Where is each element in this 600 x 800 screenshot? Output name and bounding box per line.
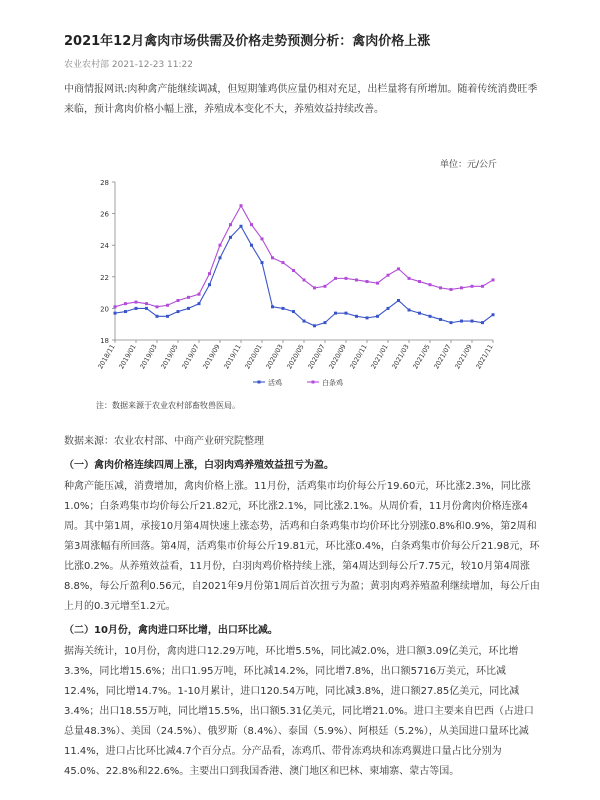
data-point <box>261 237 264 240</box>
data-point <box>313 286 316 289</box>
x-tick-label: 2019/09 <box>201 343 222 371</box>
legend-label-0: 活鸡 <box>268 379 282 387</box>
y-tick-label: 28 <box>100 179 109 187</box>
data-point <box>124 310 127 313</box>
data-point <box>187 296 190 299</box>
data-point <box>408 277 411 280</box>
data-point <box>460 286 463 289</box>
x-tick-label: 2018/11 <box>96 343 117 371</box>
data-point <box>345 312 348 315</box>
data-point <box>429 283 432 286</box>
x-tick-label: 2021/03 <box>390 343 411 371</box>
data-point <box>271 256 274 259</box>
article-title: 2021年12月禽肉市场供需及价格走势预测分析：禽肉价格上涨 <box>64 34 431 49</box>
article-meta: 农业农村部 2021-12-23 11:22 <box>64 60 193 70</box>
data-point <box>366 280 369 283</box>
data-point <box>492 278 495 281</box>
data-point <box>135 301 138 304</box>
data-point <box>292 310 295 313</box>
data-point <box>450 288 453 291</box>
chart-note: 注：数据来源于农业农村部畜牧兽医局。 <box>96 401 240 410</box>
data-point <box>240 204 243 207</box>
legend-label-1: 白条鸡 <box>322 379 343 387</box>
data-point <box>208 283 211 286</box>
x-tick-label: 2021/11 <box>474 343 495 371</box>
data-point <box>271 305 274 308</box>
data-point <box>334 277 337 280</box>
data-point <box>355 278 358 281</box>
data-point <box>198 302 201 305</box>
data-point <box>219 244 222 247</box>
x-tick-label: 2020/07 <box>306 343 327 371</box>
data-source: 数据来源：农业农村部、中商产业研究院整理 <box>64 436 264 447</box>
x-tick-label: 2020/01 <box>243 343 264 371</box>
chart-unit-label: 单位：元/公斤 <box>440 160 498 170</box>
data-point <box>418 280 421 283</box>
data-point <box>282 261 285 264</box>
data-point <box>145 307 148 310</box>
data-point <box>345 277 348 280</box>
data-point <box>145 302 148 305</box>
data-point <box>292 269 295 272</box>
data-point <box>198 293 201 296</box>
x-tick-label: 2021/09 <box>453 343 474 371</box>
legend-marker-0 <box>258 381 261 384</box>
intro-paragraph: 中商情报网讯:肉种禽产能继续调减，但短期雏鸡供应量仍相对充足，出栏量将有所增加。随着传统消费旺季来临，预计禽肉价格小幅上涨，养殖成本变化不大，养殖效益持续改善。 <box>64 84 538 115</box>
data-point <box>492 313 495 316</box>
data-point <box>460 320 463 323</box>
data-point <box>114 312 117 315</box>
x-tick-label: 2019/01 <box>117 343 138 371</box>
x-tick-label: 2019/05 <box>159 343 180 371</box>
data-point <box>355 315 358 318</box>
data-point <box>376 315 379 318</box>
y-tick-label: 20 <box>100 305 109 314</box>
data-point <box>334 312 337 315</box>
data-point <box>313 324 316 327</box>
data-point <box>135 307 138 310</box>
data-point <box>166 304 169 307</box>
data-point <box>229 223 232 226</box>
data-point <box>156 315 159 318</box>
data-point <box>471 320 474 323</box>
legend-marker-1 <box>312 381 315 384</box>
section-1-heading: （一）禽肉价格连续四周上涨，白羽肉鸡养殖效益扭亏为盈。 <box>64 460 334 471</box>
data-point <box>366 316 369 319</box>
data-point <box>324 285 327 288</box>
data-point <box>387 307 390 310</box>
x-tick-label: 2020/11 <box>348 343 369 371</box>
data-point <box>397 267 400 270</box>
data-point <box>408 308 411 311</box>
data-point <box>208 272 211 275</box>
data-point <box>187 307 190 310</box>
data-point <box>387 274 390 277</box>
data-point <box>114 305 117 308</box>
x-tick-label: 2021/07 <box>432 343 453 371</box>
section-2-heading: （二）10月份，禽肉进口环比增，出口环比减。 <box>64 625 278 636</box>
x-tick-label: 2019/11 <box>222 343 243 371</box>
section-1-body: 种禽产能压减，消费增加，禽肉价格上涨。11月份，活鸡集市均价每公斤19.60元，环比涨2.3%，同比涨1.0%；白条鸡集市均价每公斤21.82元，环比涨2.1%，同比涨2.1%。从周价看，11月份禽肉价格连涨4周。其中第1周，承接10月第4周快速上涨态势，活鸡和白条鸡集市均价环比分别涨0.8%和0.9%，第2周和第3周涨幅有所回落。第4周，活鸡集市价每公斤19.81元，环比涨0.4%，白条鸡集市价每公斤21.98元，环比涨0.2%。从养殖效益看，11月份，白羽肉鸡价格持续上涨，第4周达到每公斤7.75元，较10月第4周涨8.8%，每公斤盈利0.56元，自2021年9月份第1周后首次扭亏为盈；黄羽肉鸡养殖盈利继续增加，每公斤由上月的0.3元增至1.2元。 <box>64 481 540 612</box>
data-point <box>429 315 432 318</box>
data-point <box>324 321 327 324</box>
x-tick-label: 2021/05 <box>411 343 432 371</box>
x-tick-label: 2020/09 <box>327 343 348 371</box>
series-line-0 <box>115 226 493 326</box>
y-tick-label: 22 <box>100 273 109 282</box>
data-point <box>166 315 169 318</box>
data-point <box>261 261 264 264</box>
x-tick-label: 2021/01 <box>369 343 390 371</box>
data-point <box>250 223 253 226</box>
data-point <box>376 282 379 285</box>
section-2-body: 据海关统计，10月份，禽肉进口12.29万吨，环比增5.5%，同比减2.0%，进口额3.09亿美元，环比增3.3%，同比增15.6%；出口1.95万吨，环比减14.2%，同比增7.8%，出口额5716万美元，环比减12.4%，同比增14.7%。1-10月累计，进口120.54万吨，同比减3.8%，进口额27.85亿美元，同比减3.4%；出口18.55万吨，同比增15.5%，出口额5.31亿美元，同比增21.0%。进口主要来自巴西（占进口总量48.3%）、美国（24.5%）、俄罗斯（8.4%）、泰国（5.9%）、阿根廷（5.2%），从美国进口量环比减11.4%，进口占比环比减4.7个百分点。分产品看，冻鸡爪、带骨冻鸡块和冻鸡翼进口量占比分别为45.0%、22.8%和22.6%。主要出口到我国香港、澳门地区和巴林、柬埔寨、蒙古等国。 <box>64 646 534 777</box>
data-point <box>177 310 180 313</box>
x-tick-label: 2020/05 <box>285 343 306 371</box>
data-point <box>450 321 453 324</box>
data-point <box>219 256 222 259</box>
data-point <box>481 321 484 324</box>
x-tick-label: 2019/07 <box>180 343 201 371</box>
data-point <box>124 302 127 305</box>
series-line-1 <box>115 206 493 307</box>
x-tick-label: 2019/03 <box>138 343 159 371</box>
data-point <box>250 244 253 247</box>
price-line-chart <box>85 168 505 400</box>
data-point <box>156 305 159 308</box>
data-point <box>418 312 421 315</box>
data-point <box>282 307 285 310</box>
y-tick-label: 24 <box>100 242 109 251</box>
data-point <box>240 225 243 228</box>
y-tick-label: 18 <box>100 337 109 345</box>
data-point <box>303 278 306 281</box>
data-point <box>439 318 442 321</box>
data-point <box>397 299 400 302</box>
y-tick-label: 26 <box>100 210 109 219</box>
data-point <box>177 299 180 302</box>
x-tick-label: 2020/03 <box>264 343 285 371</box>
data-point <box>471 285 474 288</box>
data-point <box>481 285 484 288</box>
data-point <box>439 286 442 289</box>
data-point <box>229 236 232 239</box>
data-point <box>303 320 306 323</box>
